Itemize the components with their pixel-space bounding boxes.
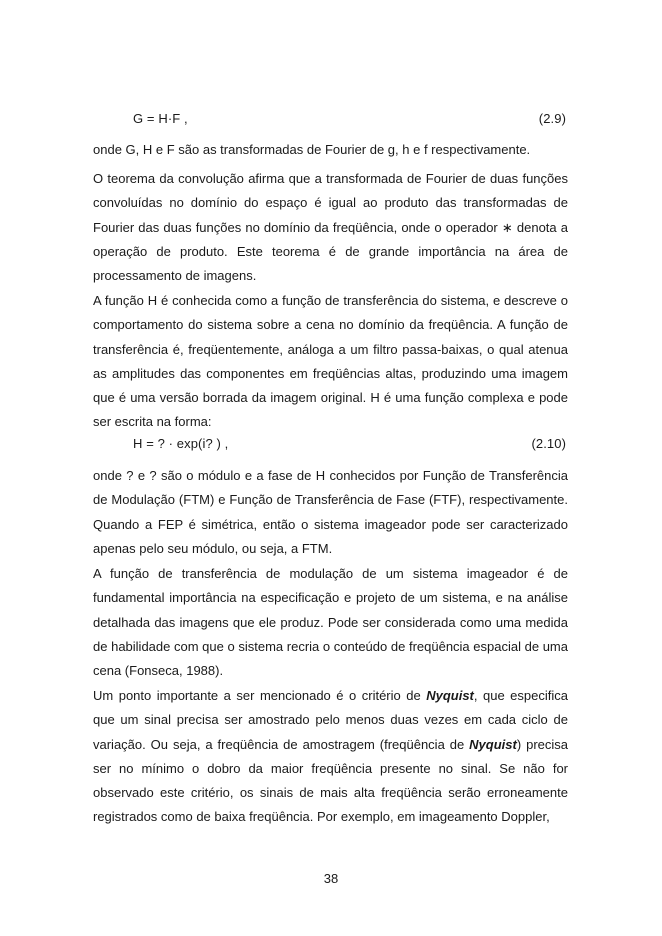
paragraph-6-part2: , que especifica que um sinal precisa ser amostrado pelo menos duas vezes em cada ciclo de variação. Ou seja, a freqüência de amostragem (freqüência de [93, 688, 568, 752]
equation-2-10: H = ? · exp(i? ) , [133, 436, 229, 451]
paragraph-2 [93, 167, 568, 288]
paragraph-1-text: onde G, H e F são as transformadas de Fourier de g, h e f respectivamente. [93, 142, 531, 157]
paragraph-1 [93, 138, 568, 162]
paragraph-4-text: onde ? e ? são o módulo e a fase de H conhecidos por Função de Transferência de Modulação (FTM) e Função de Transferência de Fase (FTF), respectivamente. Quando a FEP é simétrica, então o sistema imageador pode ser caracterizado apenas pelo seu módulo, ou seja, a FTM. [93, 468, 568, 556]
paragraph-5 [93, 562, 568, 683]
equation-number-2-9: (2.9) [538, 111, 566, 126]
nyquist-term: Nyquist [426, 688, 474, 703]
paragraph-3-text: A função H é conhecida como a função de transferência do sistema, e descreve o comportamento do sistema sobre a cena no domínio da freqüência. A função de transferência é, freqüentemente, análoga a um filtro passa-baixas, o qual atenua as amplitudes das componentes em freqüências altas, produzindo uma imagem que é uma versão borrada da imagem original. H é uma função complexa e pode ser escrita na forma: [93, 293, 568, 430]
equation-2-9: G = H·F , [133, 111, 188, 126]
nyquist-term-2: Nyquist [469, 736, 517, 752]
paragraph-6-part3: ) precisa ser no mínimo o dobro da maior freqüência presente no sinal. Se não for observado este critério, os sinais de mais alta freqüência serão erroneamente registrados como de baixa freqüência. Por exemplo, em imageamento Doppler, [93, 736, 569, 825]
page-number: 38 [323, 871, 339, 886]
paragraph-3 [93, 289, 568, 435]
paragraph-6 [93, 684, 568, 830]
paragraph-6-text [93, 684, 568, 830]
paragraph-4 [93, 464, 568, 561]
paragraph-5-text: A função de transferência de modulação de um sistema imageador é de fundamental importância na especificação e projeto de um sistema, e na análise detalhada das imagens que ele produz. Pode ser considerada como uma medida de habilidade com que o sistema recria o conteúdo de freqüência espacial de uma cena (Fonseca, 1988). [93, 566, 568, 679]
equation-number-2-10: (2.10) [531, 436, 566, 451]
paragraph-2-text: O teorema da convolução afirma que a transformada de Fourier de duas funções convoluídas no domínio do espaço é igual ao produto das transformadas de Fourier das duas funções no domínio da freqüência, onde o operador ∗ denota a operação de produto. Este teorema é de grande importância na área de processamento de imagens. [93, 171, 568, 284]
paragraph-6-part1: Um ponto importante a ser mencionado é o critério de [93, 688, 427, 703]
